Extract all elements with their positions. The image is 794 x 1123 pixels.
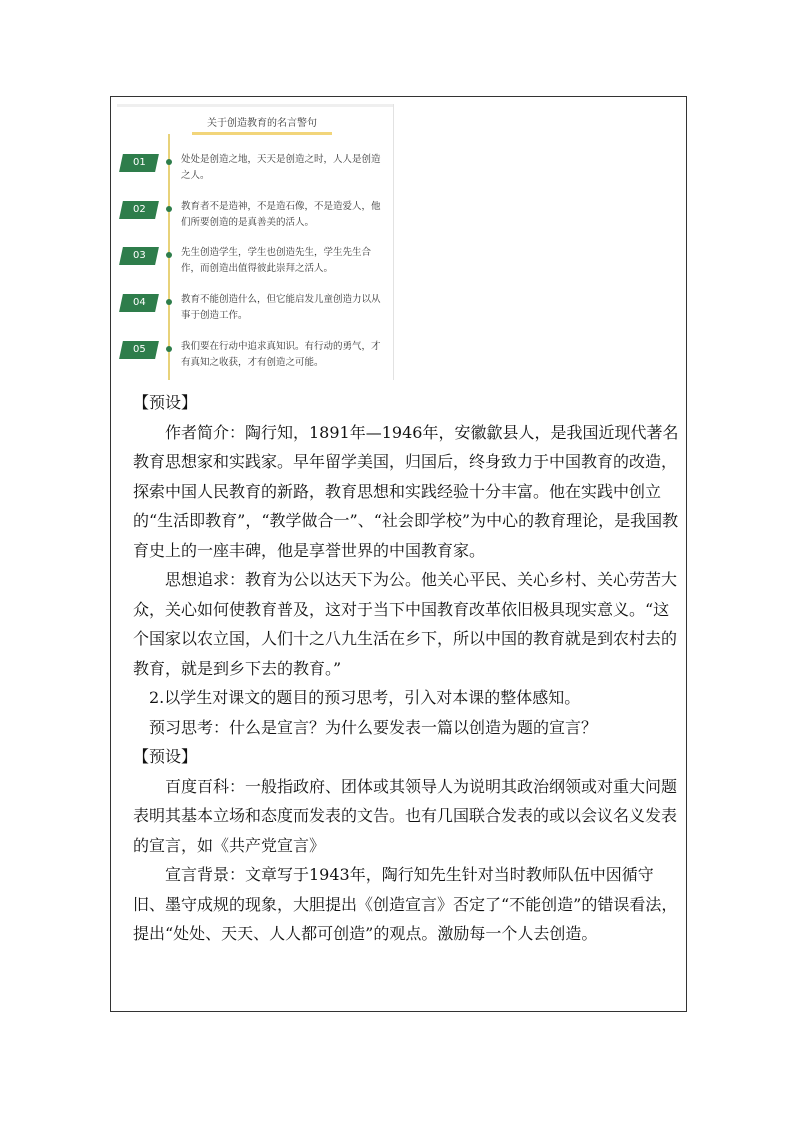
quote-text: 教育不能创造什么，但它能启发儿童创造力以从事于创造工作。 — [181, 294, 381, 321]
card-top-border — [117, 104, 393, 107]
number-badge: 03 — [119, 247, 159, 265]
author-intro: 作者简介：陶行知，1891年—1946年，安徽歙县人，是我国近现代著名教育思想家和实践家。早年留学美国，归国后，终身致力于中国教育的改造，探索中国人民教育的新路，教育思想和实践经验十分丰富。他在实践中创立的“生活即教育”，“教学做合一”、“社会即学校”为中心的教育理论，是我国教育史上的一座丰碑，他是享誉世界的中国教育家。 — [133, 422, 679, 560]
preset-label: 【预设】 — [133, 747, 198, 766]
lesson-body — [133, 388, 681, 949]
timeline-dot — [166, 346, 172, 352]
preset-label: 【预设】 — [133, 393, 198, 412]
timeline-dot — [166, 299, 172, 305]
baike-definition: 百度百科：一般指政府、团体或其领导人为说明其政治纲领或对重大问题表明其基本立场和态度而发表的文告。也有几国联合发表的或以会议名义发表的宣言，如《共产党宣言》 — [133, 776, 678, 855]
card-title: 关于创造教育的名言警句 — [207, 118, 317, 129]
timeline-dot — [166, 159, 172, 165]
quote-text: 教育者不是造神，不是造石像，不是造爱人，他们所要创造的是真善美的活人。 — [181, 201, 381, 228]
timeline-dot — [166, 206, 172, 212]
timeline-dot — [166, 252, 172, 258]
quote-item — [117, 199, 393, 243]
quote-card-image — [117, 104, 394, 380]
quote-item — [117, 339, 393, 383]
declaration-background: 宣言背景：文章写于1943年，陶行知先生针对当时教师队伍中因循守旧、墨守成规的现象，大胆提出《创造宣言》否定了“不能创造”的错误看法，提出“处处、天天、人人都可创造”的观点。激励每一个人去创造。 — [133, 865, 678, 943]
number-badge: 01 — [119, 154, 159, 172]
quote-text: 处处是创造之地，天天是创造之时，人人是创造之人。 — [181, 154, 381, 181]
quote-text: 我们要在行动中追求真知识。有行动的勇气，才有真知之收获，才有创造之可能。 — [181, 341, 381, 368]
quote-item — [117, 292, 393, 336]
number-badge: 02 — [119, 201, 159, 219]
number-badge: 05 — [119, 341, 159, 359]
step-two: 2.以学生对课文的题目的预习思考，引入对本课的整体感知。 — [149, 688, 581, 707]
quote-item — [117, 245, 393, 289]
quote-text: 先生创造学生，学生也创造先生，学生先生合作，而创造出值得彼此崇拜之活人。 — [181, 247, 372, 274]
preview-question: 预习思考：什么是宣言？为什么要发表一篇以创造为题的宣言？ — [149, 717, 598, 737]
thought-pursuit: 思想追求：教育为公以达天下为公。他关心平民、关心乡村、关心劳苦大众，关心如何使教育普及，这对于当下中国教育改革依旧极具现实意义。“这个国家以农立国，人们十之八九生活在乡下，所以中国的教育就是到农村去的教育，就是到乡下去的教育。” — [133, 570, 678, 678]
quote-item — [117, 152, 393, 196]
number-badge: 04 — [119, 294, 159, 312]
card-title-underline — [192, 132, 332, 135]
